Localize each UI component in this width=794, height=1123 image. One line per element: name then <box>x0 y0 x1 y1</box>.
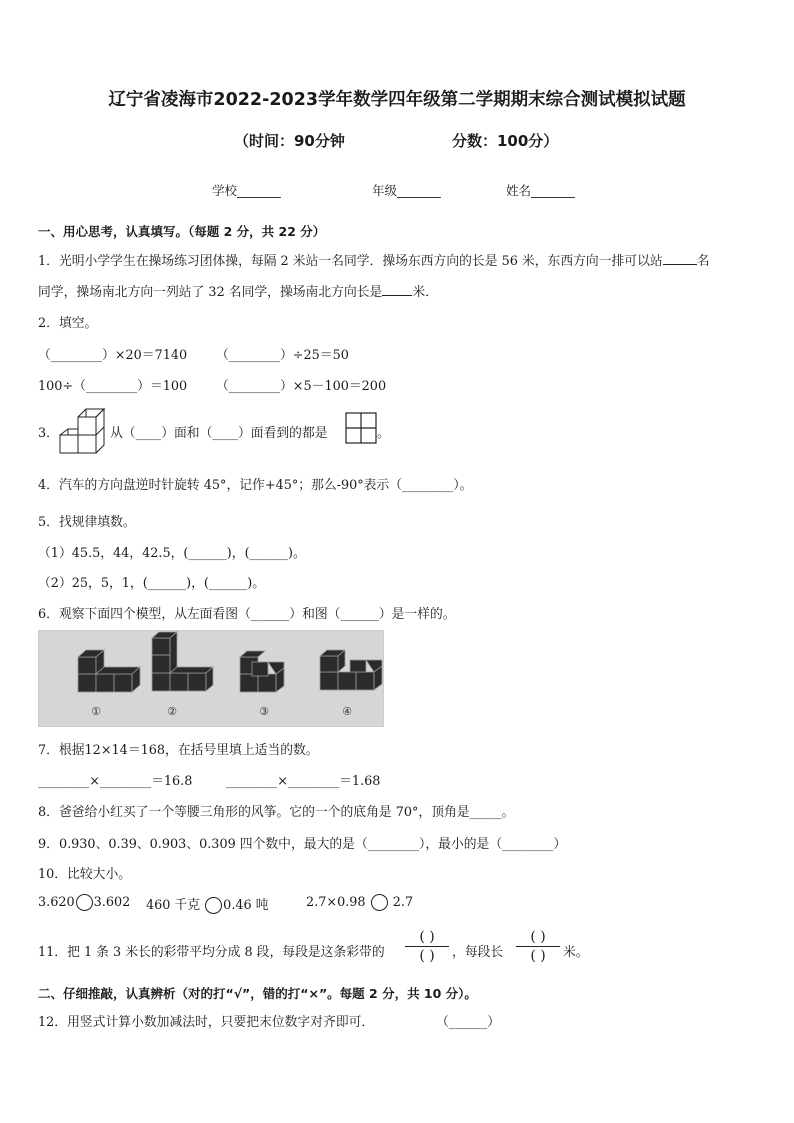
fraction-2-top: ( ) <box>530 929 546 945</box>
q7-item-b: ________×________＝1.68 <box>226 774 381 789</box>
q10-c-left: 2.7×0.98 <box>306 895 366 910</box>
compare-circle-a[interactable] <box>76 894 93 911</box>
model-label-3: ③ <box>259 705 269 718</box>
grade-field: 年级_______ <box>372 183 441 198</box>
fraction-blank-2[interactable] <box>516 928 560 965</box>
score-label: 分数：100分） <box>452 132 559 150</box>
q2-item-b: （________）÷25＝50 <box>216 348 349 363</box>
q1-text-a: 1．光明小学学生在操场练习团体操，每隔 2 米站一名同学．操场东西方向的长是 56 米，东西方向一排可以站 <box>38 254 663 269</box>
q10-compare-a <box>38 894 130 911</box>
question-1-line-1 <box>38 250 710 269</box>
cube-stack-figure <box>58 403 110 455</box>
question-3-number: 3． <box>38 426 59 441</box>
compare-circle-c[interactable] <box>371 894 388 911</box>
q10-compare-c <box>306 894 413 911</box>
time-label: （时间：90分钟 <box>234 132 345 150</box>
question-11-text-a: 11．把 1 条 3 米长的彩带平均分成 8 段，每段是这条彩带的 <box>38 945 385 960</box>
q10-b-left: 460 千克 <box>146 898 201 913</box>
school-field: 学校_______ <box>212 183 281 198</box>
q10-c-right: 2.7 <box>392 895 414 910</box>
section-2-heading: 二、仔细推敲，认真辨析（对的打“√”，错的打“×”。每题 2 分，共 10 分）。 <box>38 986 477 1001</box>
question-3-end: 。 <box>377 426 390 441</box>
q10-compare-b <box>146 894 269 914</box>
q2-item-c: 100÷（________）＝100 <box>38 379 188 394</box>
model-label-1: ① <box>91 705 101 718</box>
q10-a-left: 3.620 <box>38 895 75 910</box>
compare-circle-b[interactable] <box>205 897 222 914</box>
q10-b-right: 0.46 吨 <box>223 898 269 913</box>
name-field: 姓名_______ <box>506 183 575 198</box>
fraction-2-bottom: ( ) <box>530 948 546 964</box>
q5-item-1: （1）45.5，44，42.5，(______)，(______)。 <box>38 546 306 561</box>
fraction-1-top: ( ) <box>419 929 435 945</box>
q5-item-2: （2）25，5，1，(______)，(______)。 <box>38 576 266 591</box>
question-11-text-b: ，每段长 <box>452 945 504 960</box>
fraction-blank-1[interactable] <box>405 928 449 965</box>
question-11-text-c: 米。 <box>563 945 589 960</box>
q1-text-b: 名 <box>696 254 710 269</box>
model-label-2: ② <box>167 705 177 718</box>
q1-text-d: 米． <box>412 285 438 300</box>
q2-item-a: （________）×20＝7140 <box>38 348 188 363</box>
q1-text-c: 同学，操场南北方向一列站了 32 名同学，操场南北方向长是 <box>38 285 383 300</box>
grid-view-figure <box>345 412 377 444</box>
question-7: 7．根据12×14＝168，在括号里填上适当的数。 <box>38 743 319 758</box>
question-5-label: 5．找规律填数。 <box>38 515 136 530</box>
question-6: 6．观察下面四个模型，从左面看图（______）和图（______）是一样的。 <box>38 607 456 622</box>
q1-blank-1[interactable] <box>663 251 697 265</box>
question-10-label: 10．比较大小。 <box>38 867 132 882</box>
fraction-1-bottom: ( ) <box>419 948 435 964</box>
question-8: 8．爸爸给小红买了一个等腰三角形的风筝。它的一个的底角是 70°，顶角是_____。 <box>38 805 515 820</box>
q1-blank-2[interactable] <box>382 282 412 296</box>
model-label-4: ④ <box>342 705 352 718</box>
question-9: 9．0.930、0.39、0.903、0.309 四个数中，最大的是（________），最小的是（________） <box>38 837 567 852</box>
question-2-label: 2．填空。 <box>38 316 98 331</box>
q12-answer-blank[interactable]: （______） <box>436 1015 500 1030</box>
four-models-photo <box>38 630 384 727</box>
q2-item-d: （________）×5－100＝200 <box>216 379 387 394</box>
q7-item-a: ________×________＝16.8 <box>38 774 193 789</box>
q10-a-right: 3.602 <box>93 895 131 910</box>
question-1-line-2 <box>38 281 438 300</box>
question-4: 4．汽车的方向盘逆时针旋转 45°，记作+45°；那么-90°表示（________）。 <box>38 478 473 493</box>
question-3-text: 从（____）面和（____）面看到的都是 <box>110 426 328 441</box>
section-1-heading: 一、用心思考，认真填写。（每题 2 分，共 22 分） <box>38 224 326 239</box>
question-12: 12．用竖式计算小数加减法时，只要把末位数字对齐即可． <box>38 1015 375 1030</box>
page-title: 辽宁省凌海市2022-2023学年数学四年级第二学期期末综合测试模拟试题 <box>108 90 686 110</box>
